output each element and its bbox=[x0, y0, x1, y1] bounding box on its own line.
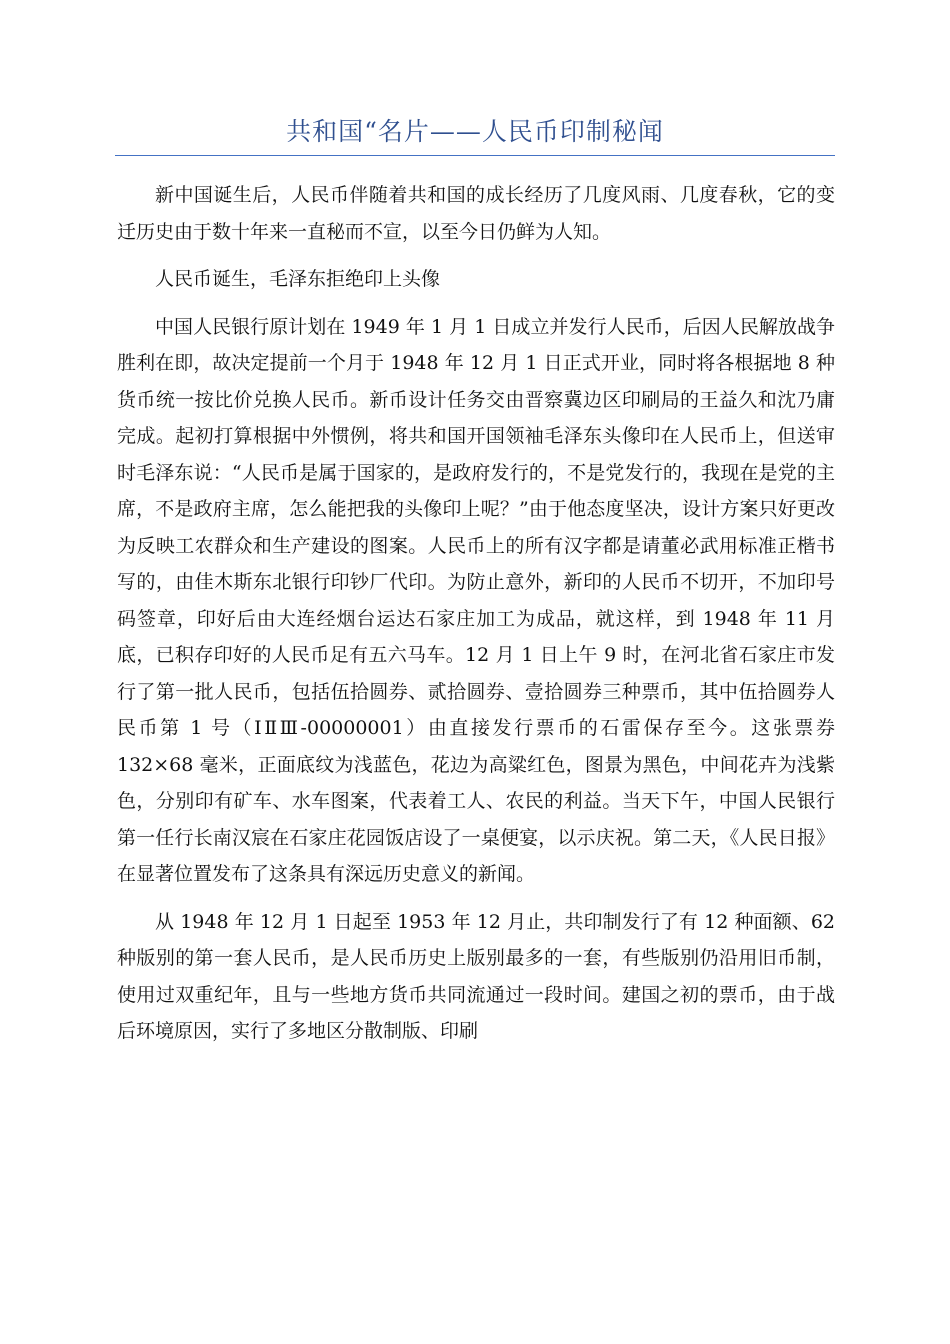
document-title: 共和国“名片——人民币印制秘闻 bbox=[286, 117, 664, 146]
body-paragraph: 从 1948 年 12 月 1 日起至 1953 年 12 月止，共印制发行了有 12 种面额、62 种版别的第一套人民币，是人民币历史上版别最多的一套，有些版别仍沿用旧币制，使用过双重纪年，且与一些地方货币共同流通过一段时间。建国之初的票币，由于战后环境原因，实行了多地区分散制版、印刷 bbox=[117, 910, 835, 1042]
body-paragraph: 中国人民银行原计划在 1949 年 1 月 1 日成立并发行人民币，后因人民解放战争胜利在即，故决定提前一个月于 1948 年 12 月 1 日正式开业，同时将各根据地 8 种货币统一按比价兑换人民币。新币设计任务交由晋察冀边区印刷局的王益久和沈乃庸完成。起初打算根据中外惯例，将共和国开国领袖毛泽东头像印在人民币上，但送审时毛泽东说：“人民币是属于国家的，是政府发行的，不是党发行的，我现在是党的主席，不是政府主席，怎么能把我的头像印上呢？”由于他态度坚决，设计方案只好更改为反映工农群众和生产建设的图案。人民币上的所有汉字都是请董必武用标准正楷书写的，由佳木斯东北银行印钞厂代印。为防止意外，新印的人民币不切开，不加印号码签章，印好后由大连经烟台运达石家庄加工为成品，就这样，到 1948 年 11 月底，已积存印好的人民币足有五六马车。12 月 1 日上午 9 时，在河北省石家庄市发行了第一批人民币，包括伍拾圆券、贰拾圆券、壹拾圆券三种票币，其中伍拾圆券人民币第 1 号（ⅠⅡⅢ-00000001）由直接发行票币的石雷保存至今。这张票券 132×68 毫米，正面底纹为浅蓝色，花边为高粱红色，图景为黑色，中间花卉为浅紫色，分别印有矿车、水车图案，代表着工人、农民的利益。当天下午，中国人民银行第一任行长南汉宸在石家庄花园饭店设了一桌便宴，以示庆祝。第二天，《人民日报》在显著位置发布了这条具有深远历史意义的新闻。 bbox=[117, 315, 835, 885]
document-body bbox=[117, 177, 835, 1061]
section-heading: 人民币诞生，毛泽东拒绝印上头像 bbox=[155, 268, 441, 290]
title-underline bbox=[115, 155, 835, 156]
intro-paragraph: 新中国诞生后，人民币伴随着共和国的成长经历了几度风雨、几度春秋，它的变迁历史由于数十年来一直秘而不宣，以至今日仍鲜为人知。 bbox=[117, 184, 835, 243]
